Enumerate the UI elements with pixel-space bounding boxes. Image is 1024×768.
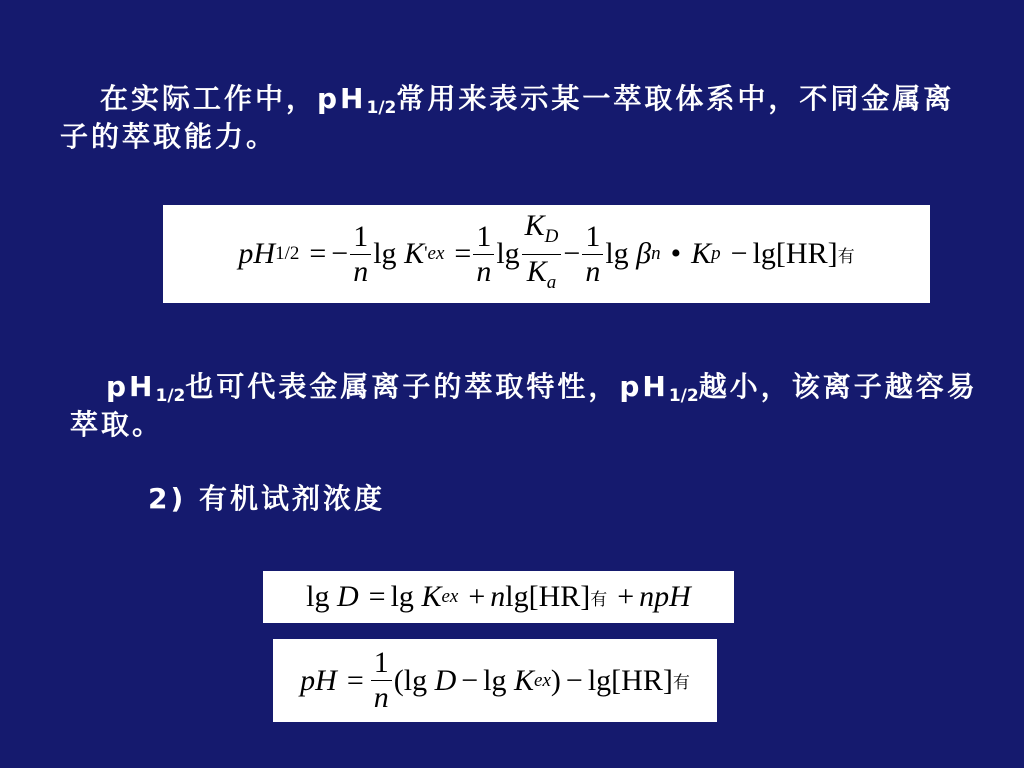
eq2-K: K (421, 580, 442, 613)
eq1-frac-3: $\frac{1}{n}$ (582, 220, 603, 289)
para2-ph: pH (106, 370, 156, 403)
eq1-beta: β (636, 237, 652, 270)
eq1-frac-1: $\frac{1}{n}$ (350, 220, 371, 289)
eq2-lgHR: lg[HR] (505, 580, 591, 613)
eq1-beta-sub: n (651, 243, 661, 264)
para2-mid: 也可代表金属离子的萃取特性，pH (185, 370, 669, 403)
eq1-frac-kd-ka: $\frac{K_D}{K_a}$ (522, 209, 562, 300)
para1-lead: 在实际工作中，pH (100, 82, 367, 115)
equation-pH: pH = $\frac{1}{n}$ (lg D − lg K ex ) − lg[HR] 有 (273, 639, 717, 722)
para2-sub2: 1/2 (668, 386, 699, 406)
eq1-prime: ' (424, 243, 428, 264)
eq1-frac-2: $\frac{1}{n}$ (473, 220, 494, 289)
eq1-organic-label: 有 (837, 246, 855, 267)
equation-lgD: lg D = lg K ex + n lg[HR] 有 + npH (263, 571, 734, 623)
eq1-lhs: pH (238, 237, 276, 270)
eq2-npH: npH (639, 580, 691, 613)
eq3-K: K (514, 663, 535, 697)
para1-subscript: 1/2 (366, 98, 397, 118)
eq1-lg-3: lg (605, 237, 629, 270)
para2-sub1: 1/2 (155, 386, 186, 406)
paragraph-extraction-property (70, 368, 990, 444)
eq3-pH: pH (300, 663, 337, 697)
eq1-Kp-sub: p (711, 243, 721, 264)
para2-rest: 越小，该离子越容易萃取。 (70, 370, 978, 441)
eq2-n: n (490, 580, 506, 613)
eq3-lgHR: lg[HR] (587, 663, 673, 697)
paragraph-ph-half-usage (60, 80, 980, 156)
eq2-D: D (337, 580, 359, 613)
eq2-organic-label: 有 (590, 589, 608, 610)
eq1-K: K (404, 237, 425, 270)
eq1-lhs-sub: 1/2 (275, 243, 300, 264)
eq1-lg-2: lg (496, 237, 520, 270)
eq1-lg-1: lg (373, 237, 397, 270)
eq1-ex: ex (427, 243, 445, 264)
eq3-organic-label: 有 (672, 673, 690, 693)
eq1-dot: • (670, 237, 682, 270)
eq3-frac: $\frac{1}{n}$ (371, 646, 392, 715)
eq1-lgHR: lg[HR] (752, 237, 838, 270)
eq1-Kp: K (691, 237, 712, 270)
para1-rest: 常用来表示某一萃取体系中，不同金属离子的萃取能力。 (60, 82, 955, 153)
equation-ph-half: pH 1/2 = − $\frac{1}{n}$ lg K ' ex = $\frac{1}{n}$ lg $\frac{K_D}{K_a}$ − $\frac{1}{n}$ lg β n • K p − lg[HR] 有 (163, 205, 930, 303)
eq3-D: D (434, 663, 457, 697)
section-heading-organic-reagent: 2) 有机试剂浓度 (148, 482, 386, 515)
